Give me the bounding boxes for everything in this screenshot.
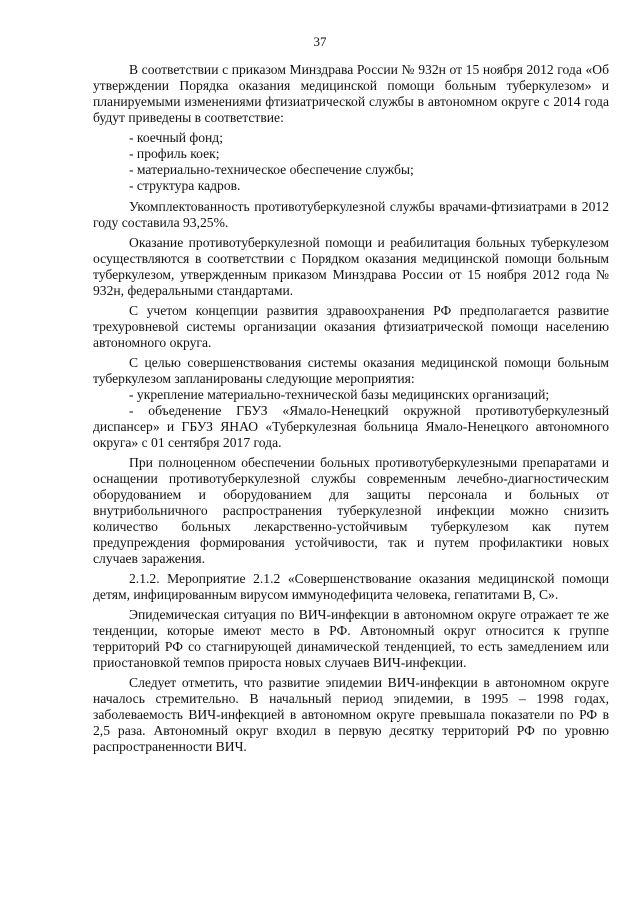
document-body — [93, 62, 609, 759]
paragraph-three-level-system: С учетом концепции развития здравоохранения РФ предполагается развитие трехуровневой системы организации оказания фтизиатрической помощи населению автономного округа. — [93, 303, 609, 350]
list-item-bed-profile: - профиль коек; — [129, 146, 220, 161]
section-heading-2-1-2: 2.1.2. Мероприятие 2.1.2 «Совершенствование оказания медицинской помощи детям, инфицированным вирусом иммунодефицита человека, гепатитами В, С». — [93, 571, 609, 602]
paragraph-hiv-situation: Эпидемическая ситуация по ВИЧ-инфекции в автономном округе отражает те же тенденции, которые имеют место в РФ. Автономный округ относится к группе территорий РФ со стагнирующей динамической тенденцией, то есть замедлением или приостановкой темпов прироста новых случаев ВИЧ-инфекции. — [93, 607, 609, 670]
paragraph-hiv-epidemic-start: Следует отметить, что развитие эпидемии ВИЧ-инфекции в автономном округе началось стремительно. В начальный период эпидемии, в 1995 – 1998 годах, заболеваемость ВИЧ-инфекцией в автономном округе превышала показатели по РФ в 2,5 раза. Автономный округ входил в первую десятку территорий РФ по уровню распространенности ВИЧ. — [93, 675, 609, 754]
paragraph-staffing: Укомплектованность противотуберкулезной службы врачами-фтизиатрами в 2012 году составила 93,25%. — [93, 199, 609, 230]
paragraph-order-932n: В соответствии с приказом Минздрава России № 932н от 15 ноября 2012 года «Об утверждении Порядка оказания медицинской помощи больным туберкулезом» и планируемыми изменениями фтизиатрической службы в автономном округе с 2014 года будут приведены в соответствие: — [93, 62, 609, 125]
paragraph-drug-resistance: При полноценном обеспечении больных противотуберкулезными препаратами и оснащении противотуберкулезной службы современным лечебно-диагностическим оборудованием и оборудованием для защиты персонала и больных от внутрибольничного распространения туберкулезной инфекции можно снизить количество больных лекарственно-устойчивым туберкулезом как путем предупреждения формирования устойчивости, так и путем профилактики новых случаев заражения. — [93, 455, 609, 566]
list-item-staff-structure: - структура кадров. — [129, 178, 241, 193]
list-item-bed-fund: - коечный фонд; — [129, 130, 223, 145]
page-number: 37 — [313, 34, 327, 49]
list-item-merger: - объеденение ГБУЗ «Ямало-Ненецкий окружной противотуберкулезный диспансер» и ГБУЗ ЯНАО «Туберкулезная больница Ямало-Ненецкого автономного округа» с 01 сентября 2017 года. — [93, 403, 609, 450]
list-item-material-base: - укрепление материально-технической базы медицинских организаций; — [129, 387, 550, 402]
list-item-equipment: - материально-техническое обеспечение службы; — [129, 162, 414, 177]
paragraph-care-provision: Оказание противотуберкулезной помощи и реабилитация больных туберкулезом осуществляются в соответствии с Порядком оказания медицинской помощи больным туберкулезом, утвержденным приказом Минздрава России от 15 ноября 2012 года № 932н, федеральными стандартами. — [93, 235, 609, 298]
paragraph-planned-measures: С целью совершенствования системы оказания медицинской помощи больным туберкулезом запланированы следующие мероприятия: — [93, 355, 609, 386]
